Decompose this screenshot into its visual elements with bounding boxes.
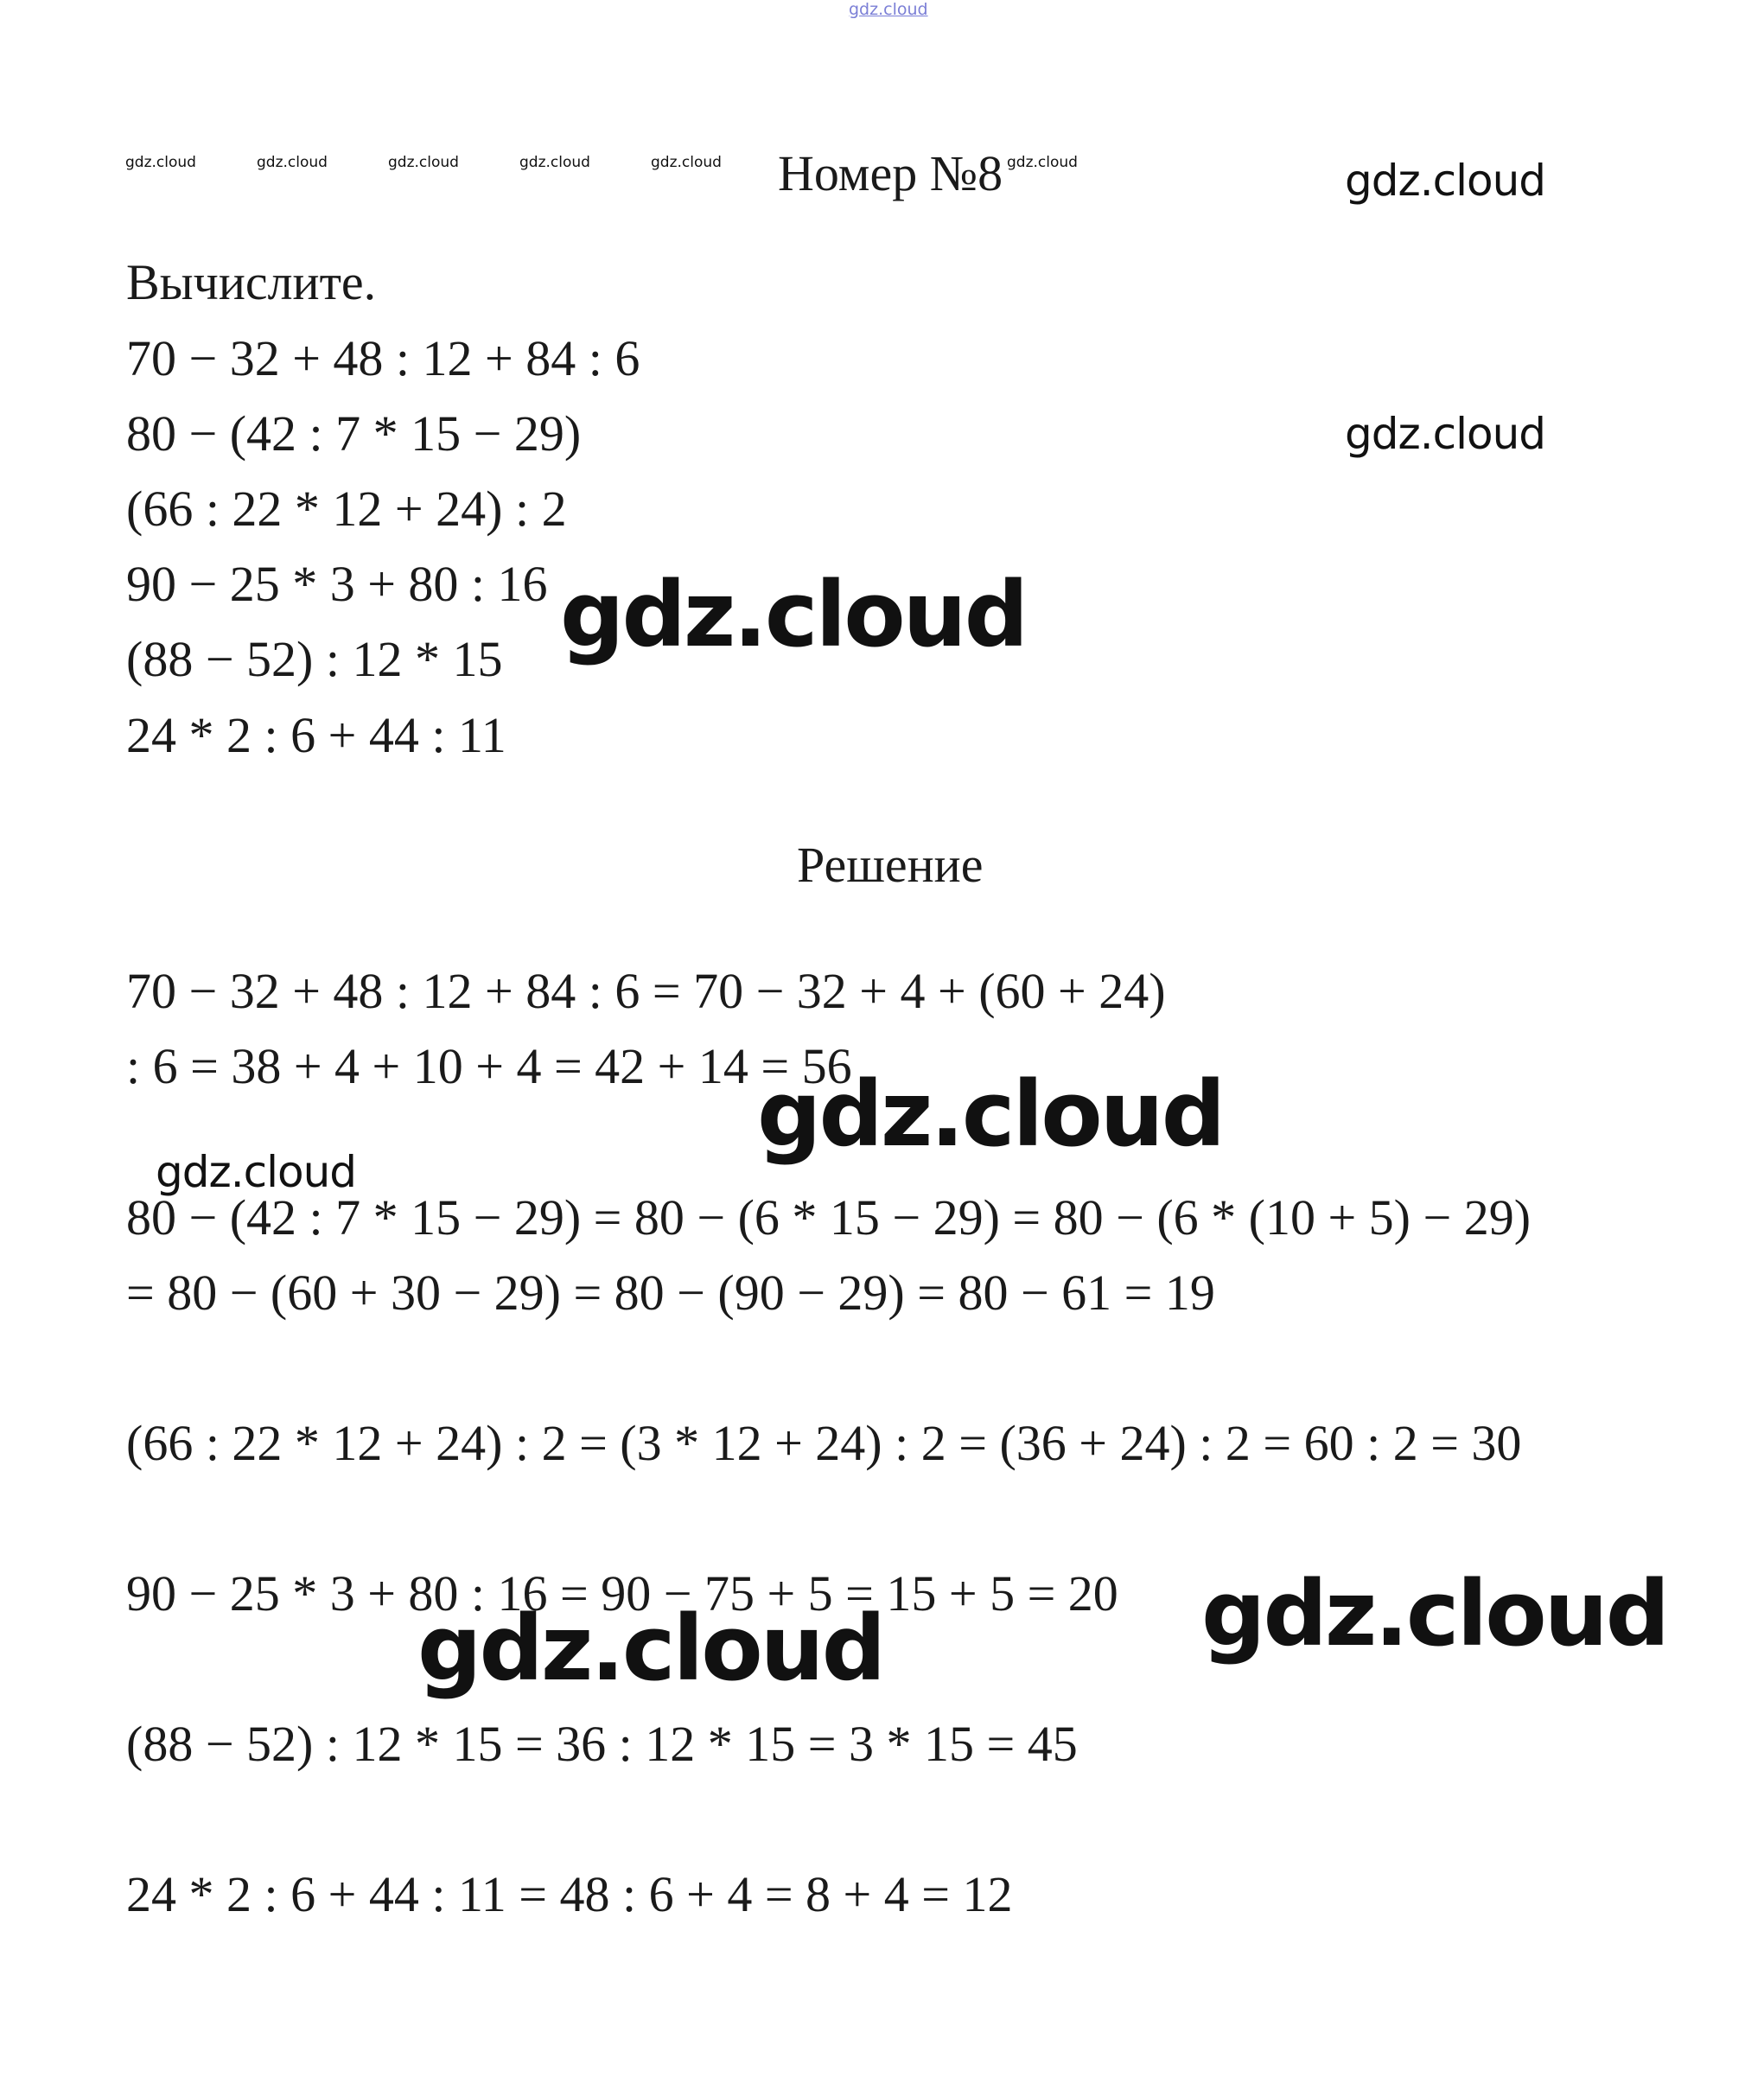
- solution-line: 80 − (42 : 7 * 15 − 29) = 80 − (6 * 15 − 29) = 80 − (6 * (10 + 5) − 29): [126, 1189, 1532, 1246]
- task-expression: (88 − 52) : 12 * 15: [126, 631, 503, 687]
- solution-line: 90 − 25 * 3 + 80 : 16 = 90 − 75 + 5 = 15 + 5 = 20: [126, 1565, 1118, 1621]
- solution-line: = 80 − (60 + 30 − 29) = 80 − (90 − 29) = 80 − 61 = 19: [126, 1265, 1215, 1321]
- watermark-small: gdz.cloud: [1007, 154, 1078, 171]
- task-instruction: Вычислите.: [126, 254, 377, 310]
- task-expression: 70 − 32 + 48 : 12 + 84 : 6: [126, 330, 640, 386]
- watermark-medium: gdz.cloud: [1345, 156, 1546, 206]
- page-title: Номер №8: [778, 145, 1003, 201]
- task-expression: 80 − (42 : 7 * 15 − 29): [126, 405, 582, 462]
- watermark-small: gdz.cloud: [257, 154, 328, 171]
- solution-line: 24 * 2 : 6 + 44 : 11 = 48 : 6 + 4 = 8 + 4 = 12: [126, 1866, 1013, 1922]
- watermark-large: gdz.cloud: [560, 562, 1027, 667]
- watermark-small: gdz.cloud: [125, 154, 196, 171]
- solution-line: (88 − 52) : 12 * 15 = 36 : 12 * 15 = 3 * 15 = 45: [126, 1716, 1078, 1772]
- task-expression: 24 * 2 : 6 + 44 : 11: [126, 707, 506, 763]
- task-expression: (66 : 22 * 12 + 24) : 2: [126, 481, 567, 537]
- solution-line: : 6 = 38 + 4 + 10 + 4 = 42 + 14 = 56: [126, 1038, 852, 1094]
- watermark-large: gdz.cloud: [1201, 1561, 1668, 1666]
- solution-line: 70 − 32 + 48 : 12 + 84 : 6 = 70 − 32 + 4 + (60 + 24): [126, 963, 1166, 1019]
- watermark-large: gdz.cloud: [757, 1061, 1224, 1167]
- watermark-medium: gdz.cloud: [156, 1147, 357, 1197]
- solution-line: (66 : 22 * 12 + 24) : 2 = (3 * 12 + 24) : 2 = (36 + 24) : 2 = 60 : 2 = 30: [126, 1415, 1522, 1471]
- watermark-large: gdz.cloud: [417, 1596, 884, 1701]
- task-expression: 90 − 25 * 3 + 80 : 16: [126, 556, 548, 612]
- watermark-small: gdz.cloud: [651, 154, 722, 171]
- watermark-small: gdz.cloud: [388, 154, 459, 171]
- site-link[interactable]: gdz.cloud: [849, 0, 928, 19]
- watermark-small: gdz.cloud: [519, 154, 590, 171]
- solution-heading: Решение: [797, 837, 984, 893]
- watermark-medium: gdz.cloud: [1345, 409, 1546, 459]
